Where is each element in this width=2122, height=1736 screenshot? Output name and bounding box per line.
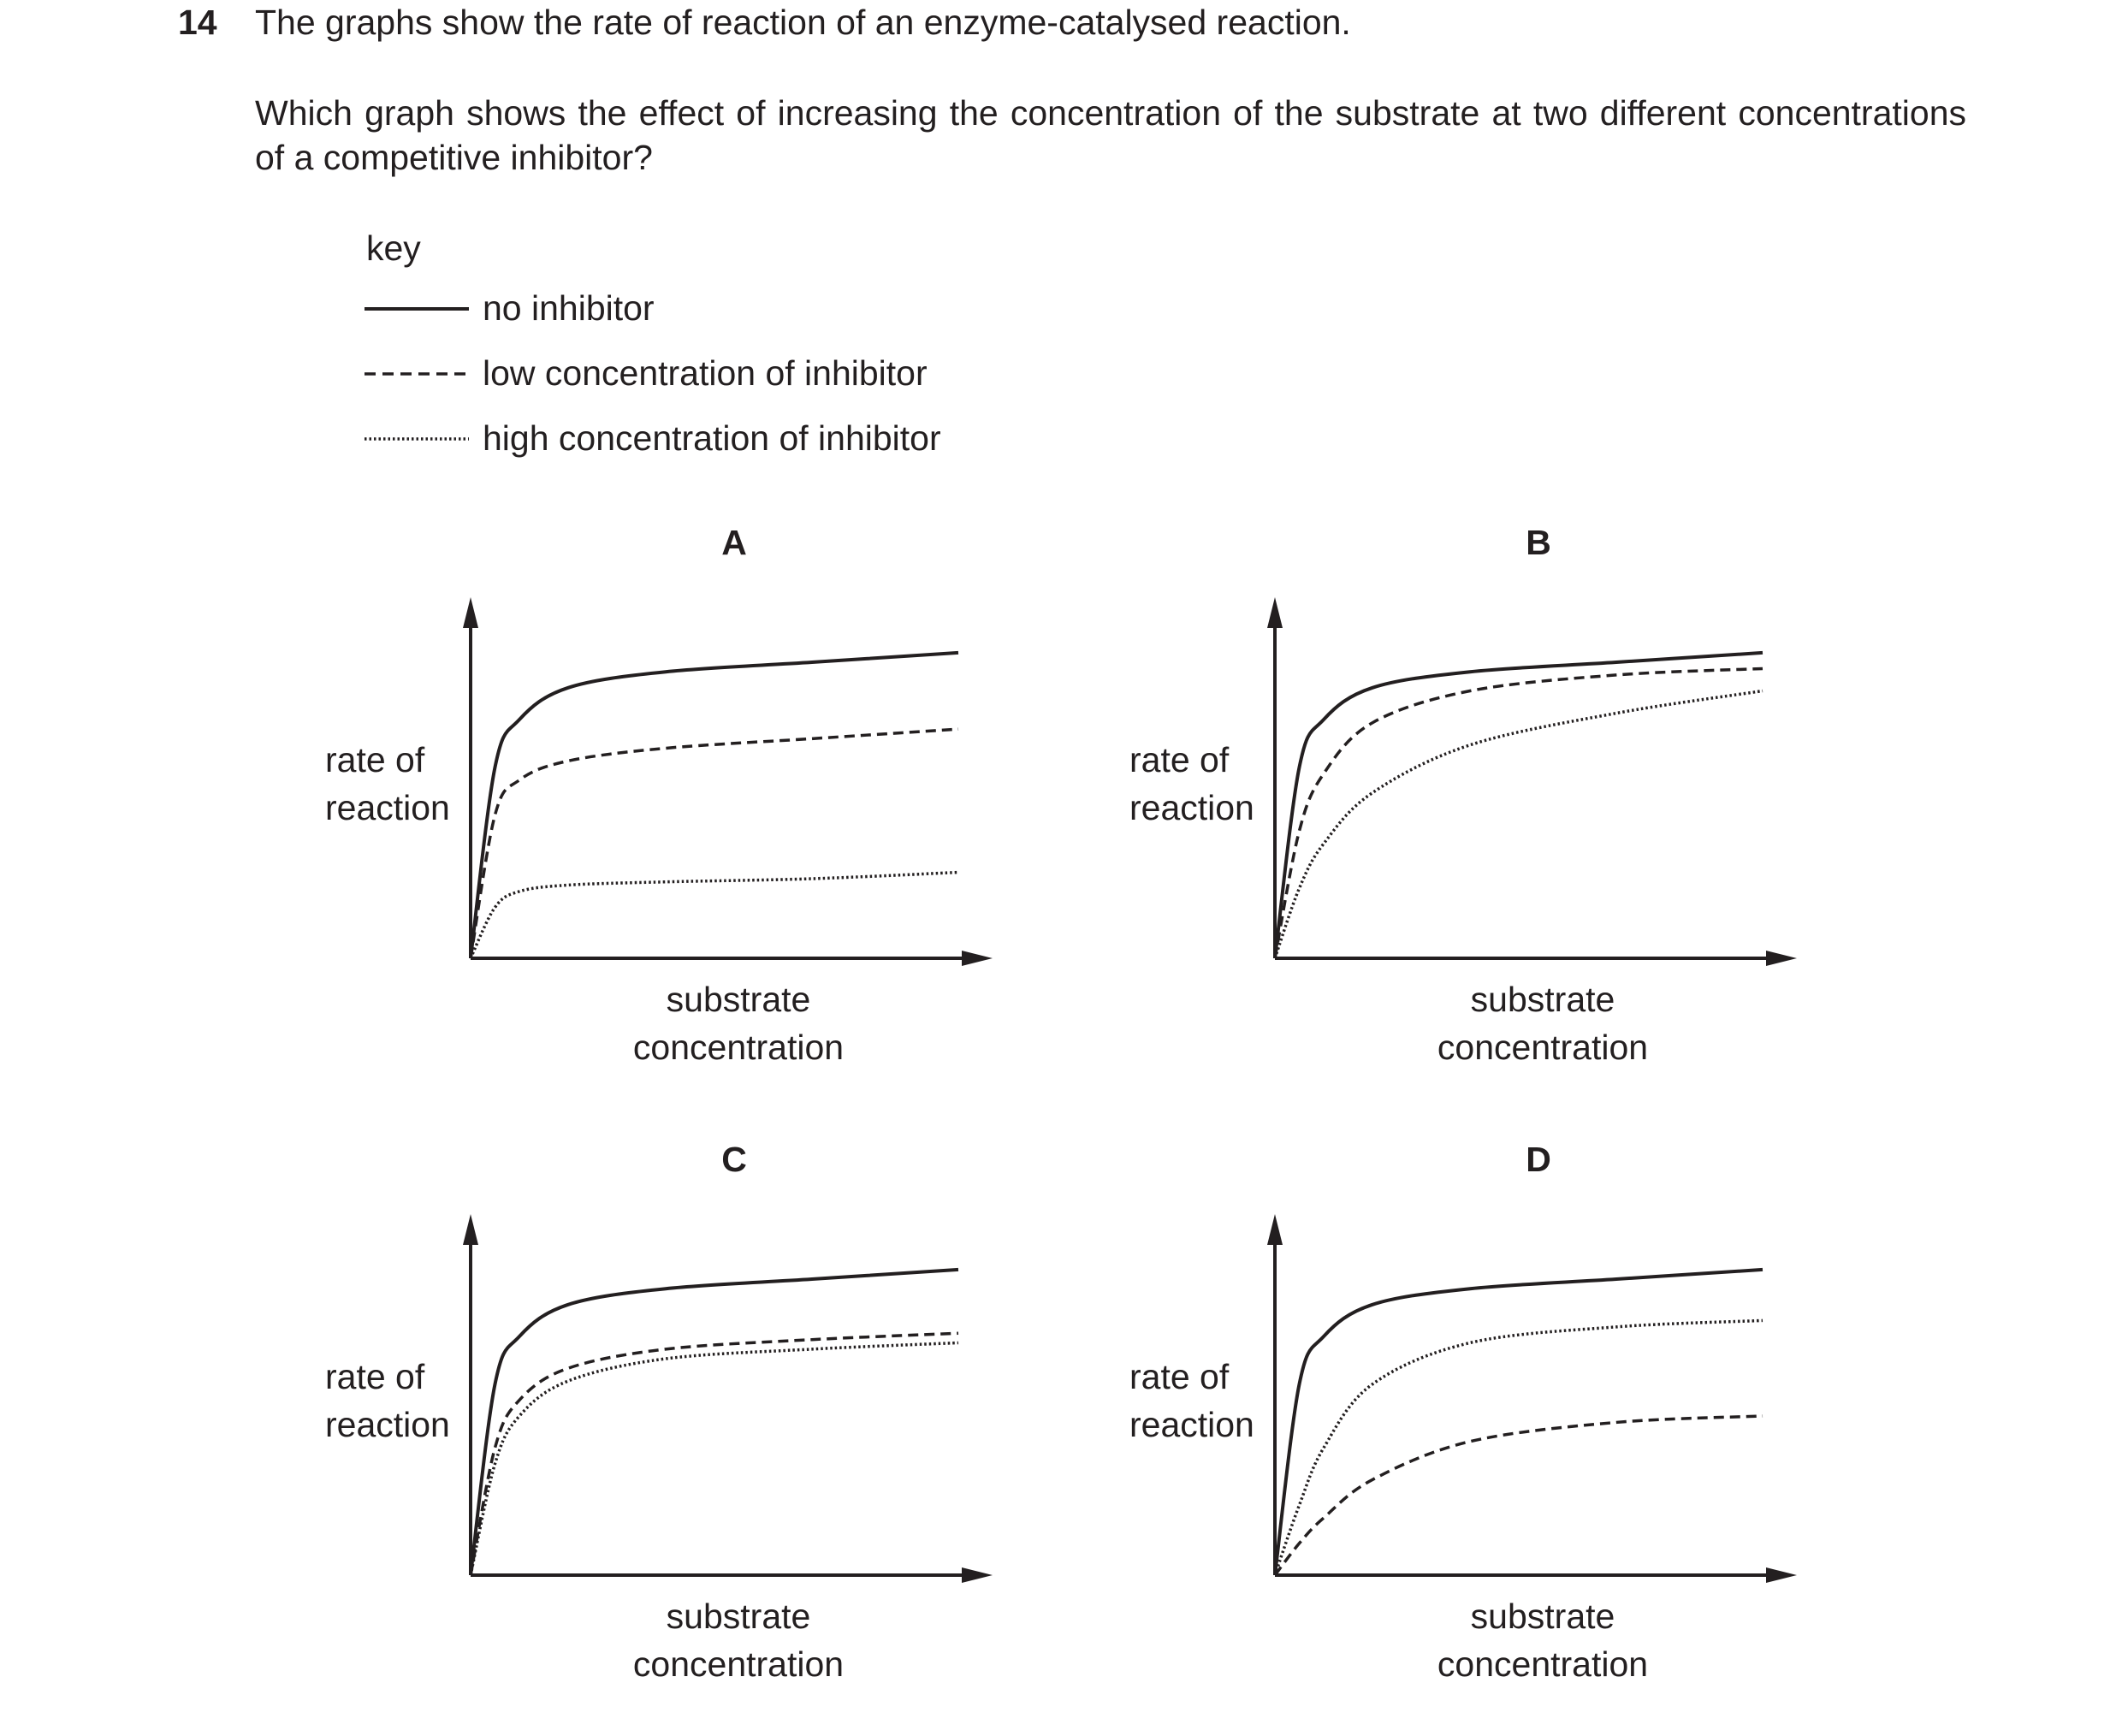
y-axis-arrowhead xyxy=(463,1214,478,1245)
series-line-high-concentration-of-inhibitor xyxy=(1275,691,1763,958)
y-axis-label-line1: rate of xyxy=(325,740,425,779)
graph-letter: A xyxy=(721,523,747,562)
plot-area xyxy=(462,1206,1018,1599)
question-intro: The graphs show the rate of reaction of an enzyme-catalysed reaction. xyxy=(255,3,1351,42)
key-item-label: high concentration of inhibitor xyxy=(483,418,941,458)
x-axis-label xyxy=(1329,975,1757,1071)
plot-area xyxy=(1266,589,1823,982)
series-line-no-inhibitor xyxy=(471,1270,958,1575)
key-item-label: low concentration of inhibitor xyxy=(483,353,928,393)
x-axis-label xyxy=(525,1592,952,1688)
x-axis-label-line1: substrate xyxy=(1470,980,1615,1019)
key-item-no-inhibitor xyxy=(363,286,1133,330)
key-item-high-inhibitor xyxy=(363,416,1133,460)
y-axis-arrowhead xyxy=(1267,1214,1283,1245)
series-line-low-concentration-of-inhibitor xyxy=(471,729,958,958)
y-axis-label-line2: reaction xyxy=(1129,788,1254,827)
x-axis-arrowhead xyxy=(1766,1567,1797,1583)
y-axis-arrowhead xyxy=(463,597,478,628)
y-axis-arrowhead xyxy=(1267,597,1283,628)
y-axis-label xyxy=(1129,1353,1254,1449)
y-axis-label-line1: rate of xyxy=(1129,1357,1230,1396)
dashed-line-swatch xyxy=(363,351,474,395)
key-item-label: no inhibitor xyxy=(483,288,655,328)
y-axis-label xyxy=(1129,736,1254,832)
x-axis-label-line1: substrate xyxy=(1470,1597,1615,1636)
series-line-high-concentration-of-inhibitor xyxy=(471,1342,958,1575)
series-line-low-concentration-of-inhibitor xyxy=(1275,668,1763,958)
series-line-low-concentration-of-inhibitor xyxy=(471,1333,958,1575)
solid-line-swatch xyxy=(363,286,474,330)
graph-c xyxy=(325,1137,1095,1736)
series-line-no-inhibitor xyxy=(1275,1270,1763,1575)
y-axis-label xyxy=(325,1353,450,1449)
series-line-high-concentration-of-inhibitor xyxy=(1275,1320,1763,1575)
x-axis-label-line1: substrate xyxy=(666,980,811,1019)
graph-b xyxy=(1129,520,1900,1119)
graph-a xyxy=(325,520,1095,1119)
x-axis-label-line2: concentration xyxy=(1437,1644,1649,1684)
x-axis-arrowhead xyxy=(962,1567,993,1583)
plot-area xyxy=(1266,1206,1823,1599)
y-axis-label-line2: reaction xyxy=(1129,1405,1254,1444)
y-axis-label-line2: reaction xyxy=(325,788,450,827)
series-line-no-inhibitor xyxy=(471,653,958,958)
y-axis-label xyxy=(325,736,450,832)
y-axis-label-line1: rate of xyxy=(1129,740,1230,779)
x-axis-label xyxy=(525,975,952,1071)
x-axis-label-line2: concentration xyxy=(632,1028,845,1067)
y-axis-label-line2: reaction xyxy=(325,1405,450,1444)
key-item-low-inhibitor xyxy=(363,351,1133,395)
graph-letter: D xyxy=(1526,1140,1551,1179)
y-axis-label-line1: rate of xyxy=(325,1357,425,1396)
x-axis-label-line2: concentration xyxy=(1437,1028,1649,1067)
key-title: key xyxy=(366,228,421,268)
graph-letter: C xyxy=(721,1140,747,1179)
question-number: 14 xyxy=(178,3,217,42)
series-line-high-concentration-of-inhibitor xyxy=(471,873,958,958)
series-line-low-concentration-of-inhibitor xyxy=(1275,1416,1763,1575)
dotted-line-swatch xyxy=(363,416,474,460)
graph-letter: B xyxy=(1526,523,1551,562)
x-axis-arrowhead xyxy=(1766,951,1797,966)
x-axis-label-line1: substrate xyxy=(666,1597,811,1636)
question-text: Which graph shows the effect of increasing the concentration of the substrate at two different concentrations of a competitive inhibitor? xyxy=(255,93,1966,177)
x-axis-label-line2: concentration xyxy=(632,1644,845,1684)
plot-area xyxy=(462,589,1018,982)
x-axis-arrowhead xyxy=(962,951,993,966)
graph-d xyxy=(1129,1137,1900,1736)
x-axis-label xyxy=(1329,1592,1757,1688)
series-line-no-inhibitor xyxy=(1275,653,1763,958)
